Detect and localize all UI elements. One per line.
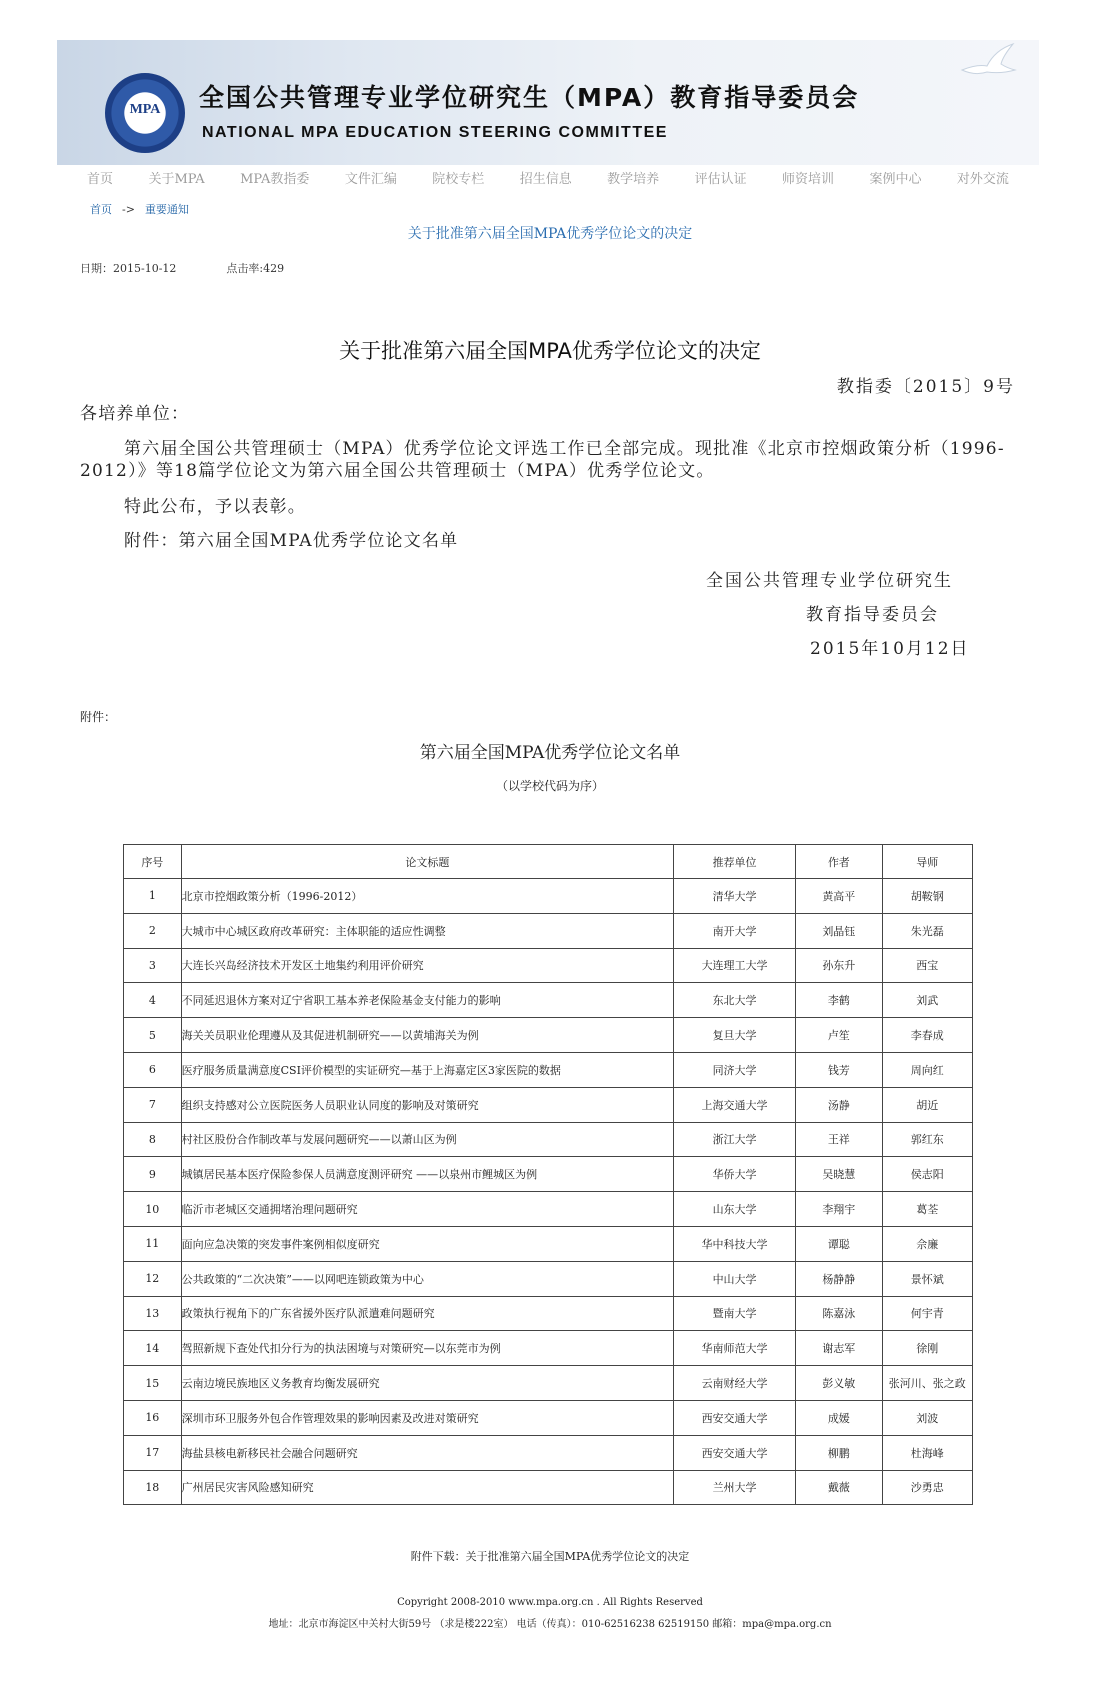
nav-item[interactable]: 案例中心 <box>869 172 922 187</box>
cell-title: 云南边境民族地区义务教育均衡发展研究 <box>181 1366 673 1401</box>
cell-number: 8 <box>124 1122 182 1157</box>
cell-unit: 西安交通大学 <box>674 1435 796 1470</box>
cell-unit: 兰州大学 <box>674 1470 796 1505</box>
table-row <box>124 1122 973 1157</box>
salutation: 各培养单位： <box>80 404 190 424</box>
dove-icon <box>957 40 1017 80</box>
footer-address: 地址：北京市海淀区中关村大街59号 （求是楼222室） 电话（传真）：010-62516238 62519150 邮箱：mpa@mpa.org.cn <box>268 1619 832 1630</box>
cell-unit: 华中科技大学 <box>674 1226 796 1261</box>
cell-author: 刘晶钰 <box>796 913 882 948</box>
cell-number: 2 <box>124 913 182 948</box>
page-heading: 关于批准第六届全国MPA优秀学位论文的决定 <box>407 226 693 242</box>
cell-number: 9 <box>124 1157 182 1192</box>
cell-author: 孙东升 <box>796 948 882 983</box>
cell-unit: 华南师范大学 <box>674 1331 796 1366</box>
signature-committee: 教育指导委员会 <box>806 605 939 625</box>
table-row <box>124 1331 973 1366</box>
document-number: 教指委〔2015〕9号 <box>836 377 1015 397</box>
cell-number: 6 <box>124 1052 182 1087</box>
col-header-number: 序号 <box>124 845 182 879</box>
cell-title: 公共政策的“二次决策”——以网吧连锁政策为中心 <box>181 1261 673 1296</box>
cell-author: 汤静 <box>796 1087 882 1122</box>
cell-unit: 同济大学 <box>674 1052 796 1087</box>
cell-tutor: 西宝 <box>882 948 972 983</box>
cell-title: 临沂市老城区交通拥堵治理问题研究 <box>181 1192 673 1227</box>
cell-number: 4 <box>124 983 182 1018</box>
cell-author: 谢志军 <box>796 1331 882 1366</box>
signature-org: 全国公共管理专业学位研究生 <box>706 571 953 591</box>
cell-title: 城镇居民基本医疗保险参保人员满意度测评研究 ——以泉州市鲤城区为例 <box>181 1157 673 1192</box>
nav-item[interactable]: 教学培养 <box>607 172 660 187</box>
mpa-logo <box>105 73 185 153</box>
col-header-author: 作者 <box>796 845 882 879</box>
cell-tutor: 景怀斌 <box>882 1261 972 1296</box>
table-header-row <box>124 845 973 879</box>
cell-author: 彭义敏 <box>796 1366 882 1401</box>
cell-tutor: 周向红 <box>882 1052 972 1087</box>
cell-title: 大城市中心城区政府改革研究：主体职能的适应性调整 <box>181 913 673 948</box>
cell-tutor: 张河川、张之政 <box>882 1366 972 1401</box>
cell-tutor: 李春成 <box>882 1018 972 1053</box>
cell-tutor: 杜海峰 <box>882 1435 972 1470</box>
cell-title: 政策执行视角下的广东省援外医疗队派遣难问题研究 <box>181 1296 673 1331</box>
cell-unit: 华侨大学 <box>674 1157 796 1192</box>
cell-author: 成媛 <box>796 1400 882 1435</box>
table-row <box>124 1470 973 1505</box>
cell-unit: 上海交通大学 <box>674 1087 796 1122</box>
cell-number: 1 <box>124 879 182 914</box>
cell-unit: 东北大学 <box>674 983 796 1018</box>
nav-item[interactable]: 评估认证 <box>694 172 747 187</box>
list-subtitle: （以学校代码为序） <box>495 779 604 793</box>
cell-number: 18 <box>124 1470 182 1505</box>
site-title-cn: 全国公共管理专业学位研究生（MPA）教育指导委员会 <box>199 83 860 112</box>
nav-item[interactable]: 对外交流 <box>956 172 1009 187</box>
col-header-tutor: 导师 <box>882 845 972 879</box>
attachment-label: 附件： <box>80 710 117 724</box>
cell-title: 组织支持感对公立医院医务人员职业认同度的影响及对策研究 <box>181 1087 673 1122</box>
breadcrumb-home[interactable]: 首页 <box>90 203 112 216</box>
breadcrumb-separator: -> <box>122 203 135 216</box>
cell-unit: 云南财经大学 <box>674 1366 796 1401</box>
cell-number: 12 <box>124 1261 182 1296</box>
table-row <box>124 1366 973 1401</box>
papers-table <box>123 844 973 1505</box>
cell-title: 深圳市环卫服务外包合作管理效果的影响因素及改进对策研究 <box>181 1400 673 1435</box>
table-row <box>124 948 973 983</box>
nav-item[interactable]: 师资培训 <box>782 172 835 187</box>
cell-tutor: 朱光磊 <box>882 913 972 948</box>
cell-title: 面向应急决策的突发事件案例相似度研究 <box>181 1226 673 1261</box>
table-row <box>124 1018 973 1053</box>
cell-title: 村社区股份合作制改革与发展问题研究——以萧山区为例 <box>181 1122 673 1157</box>
cell-number: 5 <box>124 1018 182 1053</box>
table-row <box>124 1157 973 1192</box>
cell-tutor: 葛荃 <box>882 1192 972 1227</box>
table-row <box>124 1192 973 1227</box>
document-title: 关于批准第六届全国MPA优秀学位论文的决定 <box>339 339 761 363</box>
cell-unit: 浙江大学 <box>674 1122 796 1157</box>
signature-date: 2015年10月12日 <box>810 639 970 659</box>
article-meta <box>80 260 284 276</box>
col-header-unit: 推荐单位 <box>674 845 796 879</box>
cell-author: 黄高平 <box>796 879 882 914</box>
logo-text: MPA <box>129 102 161 117</box>
table-row <box>124 983 973 1018</box>
cell-author: 杨静静 <box>796 1261 882 1296</box>
nav-item[interactable]: 文件汇编 <box>344 172 397 187</box>
breadcrumb <box>90 201 189 217</box>
cell-number: 14 <box>124 1331 182 1366</box>
article-clicks: 点击率:429 <box>226 262 285 275</box>
site-banner <box>57 40 1039 165</box>
table-row <box>124 1261 973 1296</box>
table-row <box>124 1400 973 1435</box>
cell-title: 大连长兴岛经济技术开发区土地集约利用评价研究 <box>181 948 673 983</box>
nav-item[interactable]: 首页 <box>87 172 114 187</box>
cell-tutor: 徐刚 <box>882 1331 972 1366</box>
cell-number: 7 <box>124 1087 182 1122</box>
cell-author: 卢笙 <box>796 1018 882 1053</box>
table-row <box>124 913 973 948</box>
cell-author: 柳鹏 <box>796 1435 882 1470</box>
cell-tutor: 何宇青 <box>882 1296 972 1331</box>
cell-number: 3 <box>124 948 182 983</box>
site-title-en: NATIONAL MPA EDUCATION STEERING COMMITTEE <box>202 124 668 141</box>
cell-author: 陈嘉泳 <box>796 1296 882 1331</box>
cell-title: 医疗服务质量满意度CSI评价模型的实证研究—基于上海嘉定区3家医院的数据 <box>181 1052 673 1087</box>
col-header-title: 论文标题 <box>181 845 673 879</box>
cell-unit: 山东大学 <box>674 1192 796 1227</box>
cell-author: 谭聪 <box>796 1226 882 1261</box>
breadcrumb-current[interactable]: 重要通知 <box>144 203 189 216</box>
cell-author: 吴晓慧 <box>796 1157 882 1192</box>
cell-author: 李翔宇 <box>796 1192 882 1227</box>
cell-number: 10 <box>124 1192 182 1227</box>
cell-unit: 复旦大学 <box>674 1018 796 1053</box>
cell-unit: 清华大学 <box>674 879 796 914</box>
cell-unit: 南开大学 <box>674 913 796 948</box>
table-row <box>124 1226 973 1261</box>
cell-title: 广州居民灾害风险感知研究 <box>181 1470 673 1505</box>
cell-number: 11 <box>124 1226 182 1261</box>
cell-tutor: 刘武 <box>882 983 972 1018</box>
table-row <box>124 1052 973 1087</box>
cell-author: 李鹤 <box>796 983 882 1018</box>
cell-number: 17 <box>124 1435 182 1470</box>
footer-copyright: Copyright 2008-2010 www.mpa.org.cn . All Rights Reserved <box>397 1597 703 1608</box>
cell-title: 海关关员职业伦理遵从及其促进机制研究——以黄埔海关为例 <box>181 1018 673 1053</box>
cell-title: 驾照新规下查处代扣分行为的执法困境与对策研究—以东莞市为例 <box>181 1331 673 1366</box>
cell-tutor: 胡近 <box>882 1087 972 1122</box>
table-row <box>124 1087 973 1122</box>
main-nav <box>57 168 1039 194</box>
cell-tutor: 郭红东 <box>882 1122 972 1157</box>
nav-item[interactable]: 院校专栏 <box>432 172 485 187</box>
cell-title: 海盐县核电新移民社会融合问题研究 <box>181 1435 673 1470</box>
announcement: 特此公布，予以表彰。 <box>124 497 306 517</box>
cell-unit: 西安交通大学 <box>674 1400 796 1435</box>
table-row <box>124 1296 973 1331</box>
cell-unit: 暨南大学 <box>674 1296 796 1331</box>
attachment-download-link[interactable]: 附件下载：关于批准第六届全国MPA优秀学位论文的决定 <box>410 1550 690 1563</box>
cell-author: 王祥 <box>796 1122 882 1157</box>
cell-unit: 大连理工大学 <box>674 948 796 983</box>
attachment-line: 附件：第六届全国MPA优秀学位论文名单 <box>124 531 459 551</box>
cell-number: 13 <box>124 1296 182 1331</box>
cell-author: 戴薇 <box>796 1470 882 1505</box>
table-row <box>124 1435 973 1470</box>
cell-title: 北京市控烟政策分析（1996-2012） <box>181 879 673 914</box>
document-body: 第六届全国公共管理硕士（MPA）优秀学位论文评选工作已全部完成。现批准《北京市控烟政策分析（1996-2012）》等18篇学位论文为第六届全国公共管理硕士（MPA）优秀学位论文。 <box>80 439 1005 481</box>
article-date: 日期：2015-10-12 <box>80 262 177 275</box>
cell-tutor: 沙勇忠 <box>882 1470 972 1505</box>
cell-tutor: 胡鞍钢 <box>882 879 972 914</box>
cell-title: 不同延迟退休方案对辽宁省职工基本养老保险基金支付能力的影响 <box>181 983 673 1018</box>
cell-number: 16 <box>124 1400 182 1435</box>
list-title: 第六届全国MPA优秀学位论文名单 <box>419 743 681 763</box>
cell-tutor: 侯志阳 <box>882 1157 972 1192</box>
table-row <box>124 879 973 914</box>
nav-item[interactable]: 关于MPA <box>148 172 205 187</box>
nav-item[interactable]: MPA教指委 <box>240 172 310 187</box>
cell-tutor: 刘波 <box>882 1400 972 1435</box>
cell-author: 钱芳 <box>796 1052 882 1087</box>
nav-item[interactable]: 招生信息 <box>519 172 572 187</box>
cell-unit: 中山大学 <box>674 1261 796 1296</box>
cell-number: 15 <box>124 1366 182 1401</box>
cell-tutor: 佘廉 <box>882 1226 972 1261</box>
